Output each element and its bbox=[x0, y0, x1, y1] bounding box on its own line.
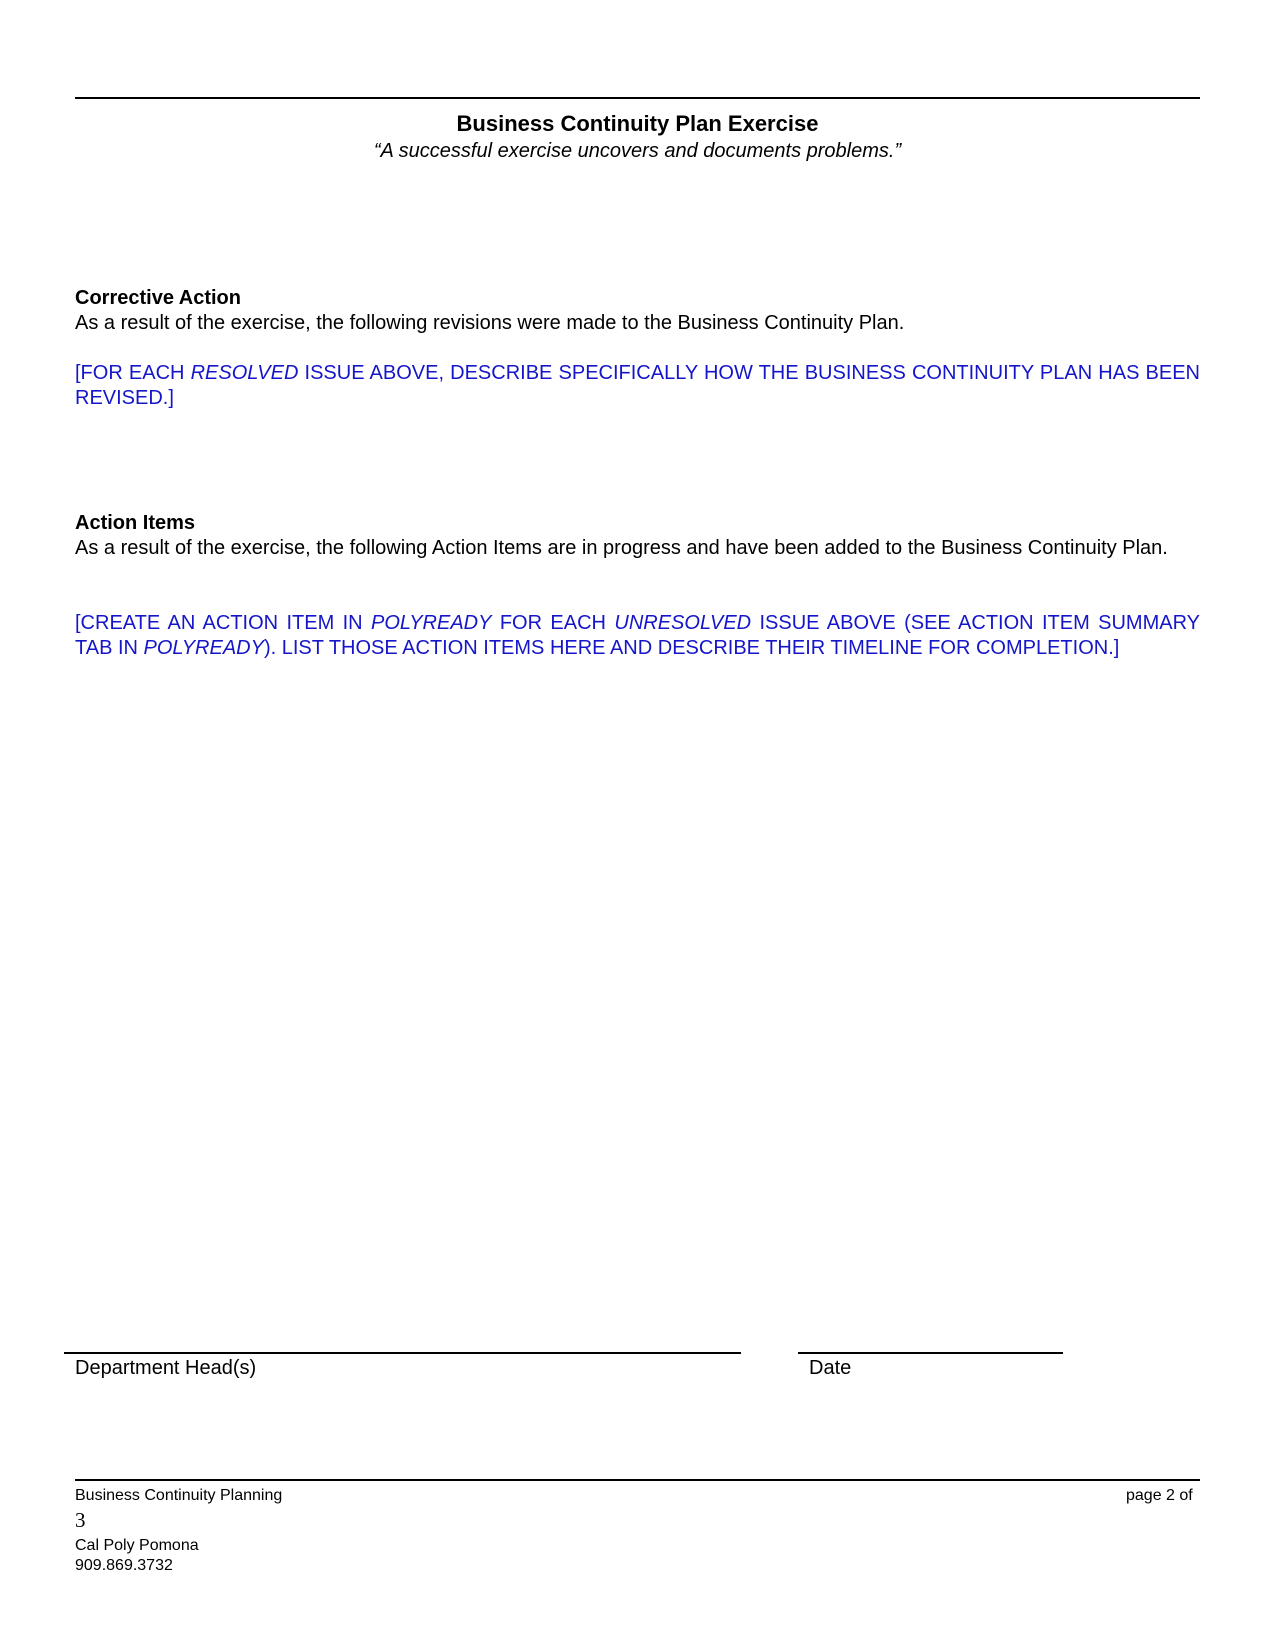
action-items-heading: Action Items bbox=[75, 512, 196, 534]
corrective-action-body: As a result of the exercise, the following revisions were made to the Business Continuity Plan. bbox=[75, 312, 905, 334]
instruction-text: ISSUE ABOVE (SEE ACTION ITEM SUMMARY TAB IN bbox=[75, 612, 1201, 659]
action-items-body: As a result of the exercise, the following Action Items are in progress and have been added to the Business Continuity Plan. bbox=[75, 537, 1168, 559]
page-number-label: page 2 of bbox=[1126, 1487, 1193, 1504]
corrective-action-instruction bbox=[75, 361, 1200, 411]
document-tagline: “A successful exercise uncovers and documents problems.” bbox=[373, 140, 902, 162]
footer-phone: 909.869.3732 bbox=[75, 1557, 173, 1574]
department-head-signature-line bbox=[64, 1352, 741, 1354]
instruction-text: ISSUE ABOVE, DESCRIBE SPECIFICALLY HOW THE BUSINESS CONTINUITY PLAN HAS BEEN REVISED.] bbox=[75, 362, 1201, 409]
instruction-emphasis: RESOLVED bbox=[190, 362, 299, 384]
instruction-text: FOR EACH bbox=[491, 612, 615, 634]
footer-rule bbox=[75, 1479, 1200, 1481]
page-total: 3 bbox=[75, 1508, 86, 1532]
instruction-emphasis: POLYREADY bbox=[371, 612, 492, 634]
date-signature-line bbox=[798, 1352, 1063, 1354]
header-rule bbox=[75, 97, 1200, 99]
instruction-emphasis: POLYREADY bbox=[143, 637, 264, 659]
corrective-action-heading: Corrective Action bbox=[75, 287, 241, 309]
document-title: Business Continuity Plan Exercise bbox=[456, 111, 819, 136]
footer-title: Business Continuity Planning bbox=[75, 1487, 283, 1504]
department-head-label: Department Head(s) bbox=[75, 1357, 257, 1379]
instruction-text: ). LIST THOSE ACTION ITEMS HERE AND DESCRIBE THEIR TIMELINE FOR COMPLETION.] bbox=[263, 637, 1120, 659]
date-label: Date bbox=[809, 1357, 852, 1379]
instruction-text: [FOR EACH bbox=[75, 362, 191, 384]
footer-organization: Cal Poly Pomona bbox=[75, 1537, 199, 1554]
instruction-emphasis: UNRESOLVED bbox=[614, 612, 752, 634]
instruction-text: [CREATE AN ACTION ITEM IN bbox=[75, 612, 372, 634]
action-items-instruction bbox=[75, 611, 1200, 661]
